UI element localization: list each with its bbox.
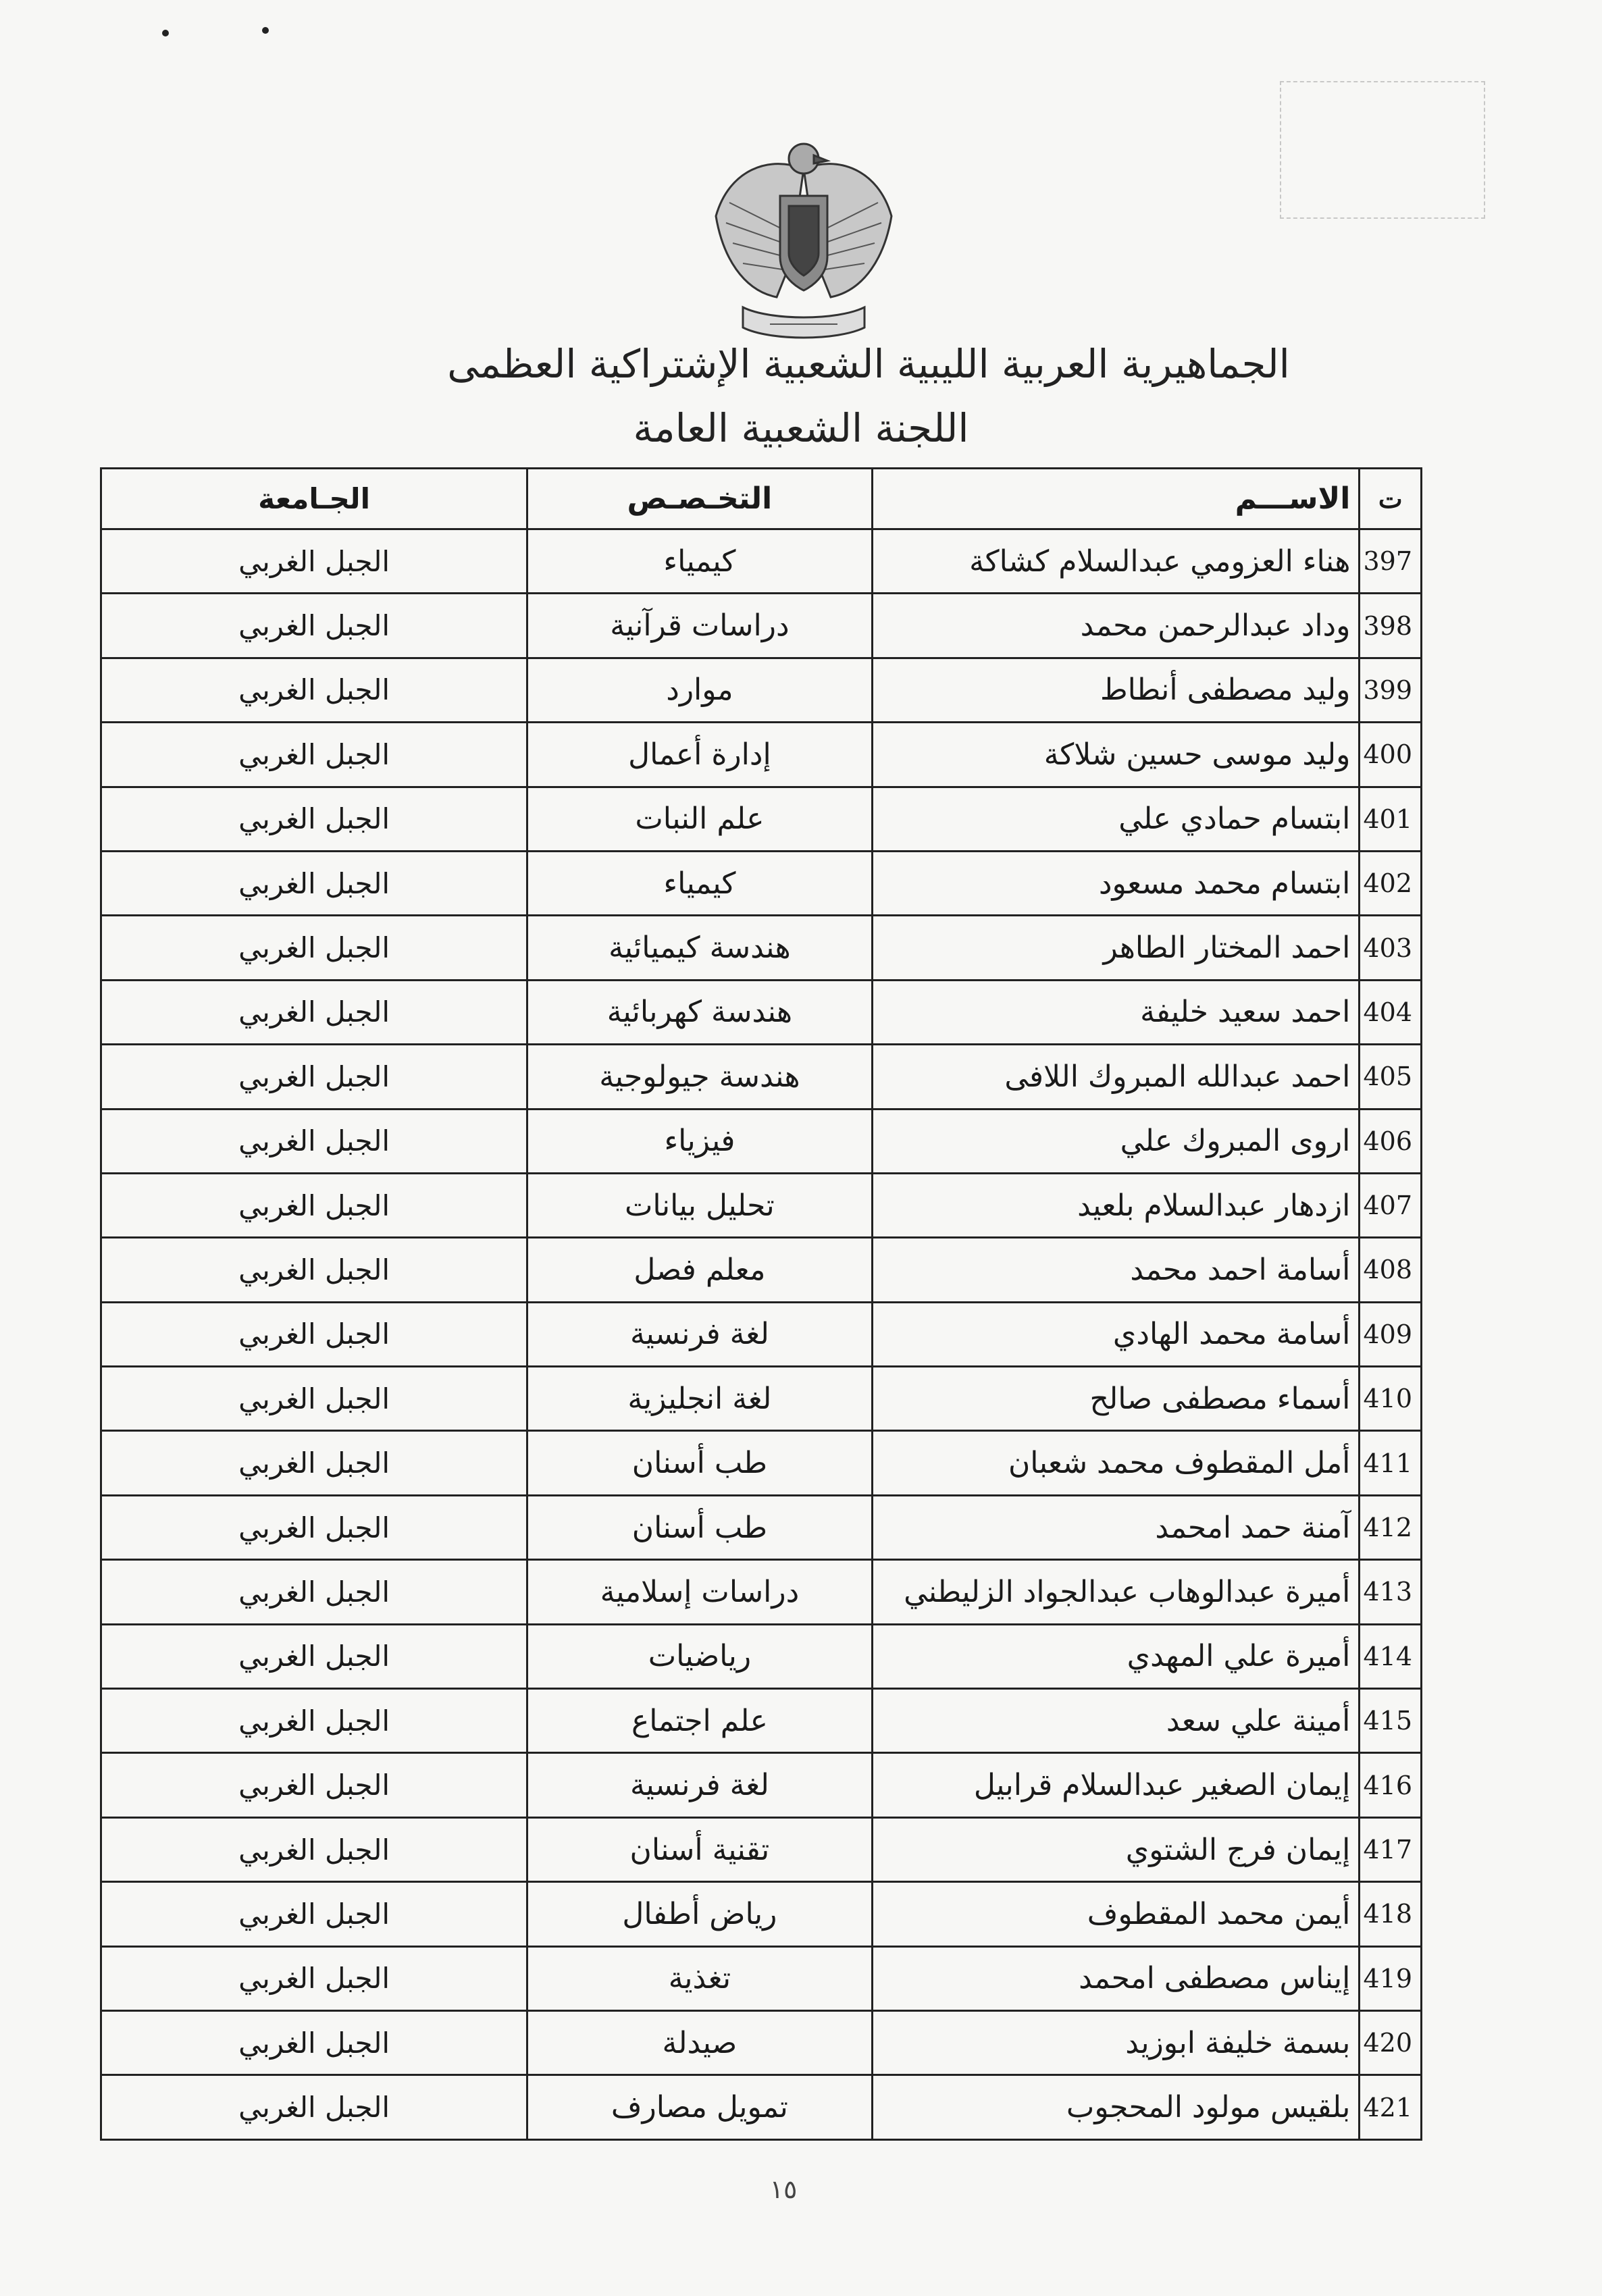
- row-number: 416: [1360, 1753, 1422, 1817]
- column-header-university: الجـامعة: [101, 469, 527, 529]
- university-cell: الجبل الغربي: [101, 1882, 527, 1946]
- university-cell: الجبل الغربي: [101, 1367, 527, 1431]
- faded-stamp: [1280, 81, 1485, 219]
- row-number: 405: [1360, 1045, 1422, 1109]
- major-cell: لغة فرنسية: [527, 1753, 872, 1817]
- university-cell: الجبل الغربي: [101, 2075, 527, 2140]
- student-name: وليد مصطفى أنطاط: [872, 658, 1360, 722]
- student-name: بلقيس مولود المحجوب: [872, 2075, 1360, 2140]
- table-row: [101, 1882, 1422, 1946]
- column-header-major: التخـصـص: [527, 469, 872, 529]
- table-row: [101, 1173, 1422, 1237]
- row-number: 413: [1360, 1560, 1422, 1624]
- table-row: [101, 916, 1422, 980]
- row-number: 421: [1360, 2075, 1422, 2140]
- major-cell: فيزياء: [527, 1109, 872, 1173]
- university-cell: الجبل الغربي: [101, 1109, 527, 1173]
- university-cell: الجبل الغربي: [101, 980, 527, 1044]
- university-cell: الجبل الغربي: [101, 1946, 527, 2010]
- university-cell: الجبل الغربي: [101, 1689, 527, 1753]
- university-cell: الجبل الغربي: [101, 1495, 527, 1559]
- table-row: [101, 1431, 1422, 1495]
- major-cell: موارد: [527, 658, 872, 722]
- row-number: 397: [1360, 529, 1422, 594]
- major-cell: علم النبات: [527, 787, 872, 851]
- major-cell: كيمياء: [527, 851, 872, 915]
- column-header-name: الاســـم: [872, 469, 1360, 529]
- student-name: احمد عبدالله المبروك اللافى: [872, 1045, 1360, 1109]
- student-name: أسامة احمد محمد: [872, 1238, 1360, 1302]
- major-cell: رياضيات: [527, 1624, 872, 1688]
- row-number: 408: [1360, 1238, 1422, 1302]
- table-row: [101, 1753, 1422, 1817]
- row-number: 414: [1360, 1624, 1422, 1688]
- major-cell: تمويل مصارف: [527, 2075, 872, 2140]
- university-cell: الجبل الغربي: [101, 1817, 527, 1881]
- major-cell: هندسة كيميائية: [527, 916, 872, 980]
- student-name: هناء العزومي عبدالسلام كشاكة: [872, 529, 1360, 594]
- table-row: [101, 1817, 1422, 1881]
- student-name: أمل المقطوف محمد شعبان: [872, 1431, 1360, 1495]
- university-cell: الجبل الغربي: [101, 1173, 527, 1237]
- table-row: [101, 529, 1422, 594]
- table-row: [101, 594, 1422, 658]
- student-name: احمد المختار الطاهر: [872, 916, 1360, 980]
- university-cell: الجبل الغربي: [101, 658, 527, 722]
- student-name: أسامة محمد الهادي: [872, 1302, 1360, 1366]
- student-name: ابتسام محمد مسعود: [872, 851, 1360, 915]
- major-cell: دراسات إسلامية: [527, 1560, 872, 1624]
- table-row: [101, 1109, 1422, 1173]
- table-row: [101, 1367, 1422, 1431]
- table-header-row: [101, 469, 1422, 529]
- row-number: 402: [1360, 851, 1422, 915]
- student-name: إيناس مصطفى امحمد: [872, 1946, 1360, 2010]
- university-cell: الجبل الغربي: [101, 1302, 527, 1366]
- row-number: 418: [1360, 1882, 1422, 1946]
- university-cell: الجبل الغربي: [101, 916, 527, 980]
- table-row: [101, 1624, 1422, 1688]
- table-row: [101, 1946, 1422, 2010]
- major-cell: لغة فرنسية: [527, 1302, 872, 1366]
- major-cell: هندسة كهربائية: [527, 980, 872, 1044]
- major-cell: تقنية أسنان: [527, 1817, 872, 1881]
- student-name: إيمان فرج الشتوي: [872, 1817, 1360, 1881]
- student-name: اروى المبروك علي: [872, 1109, 1360, 1173]
- table-row: [101, 851, 1422, 915]
- student-name: بسمة خليفة ابوزيد: [872, 2010, 1360, 2075]
- major-cell: معلم فصل: [527, 1238, 872, 1302]
- row-number: 399: [1360, 658, 1422, 722]
- row-number: 398: [1360, 594, 1422, 658]
- table-row: [101, 723, 1422, 787]
- table-row: [101, 2010, 1422, 2075]
- page-number: ١٥: [769, 2174, 798, 2204]
- major-cell: كيمياء: [527, 529, 872, 594]
- scan-speck: [162, 30, 169, 36]
- major-cell: طب أسنان: [527, 1495, 872, 1559]
- column-header-number: ت: [1360, 469, 1422, 529]
- table-row: [101, 1495, 1422, 1559]
- row-number: 411: [1360, 1431, 1422, 1495]
- country-heading: الجماهيرية العربية الليبية الشعبية الإشتراكية العظمى: [447, 341, 1290, 387]
- major-cell: رياض أطفال: [527, 1882, 872, 1946]
- university-cell: الجبل الغربي: [101, 1045, 527, 1109]
- row-number: 404: [1360, 980, 1422, 1044]
- row-number: 415: [1360, 1689, 1422, 1753]
- table-row: [101, 1689, 1422, 1753]
- student-name: أميرة علي المهدي: [872, 1624, 1360, 1688]
- major-cell: علم اجتماع: [527, 1689, 872, 1753]
- committee-heading: اللجنة الشعبية العامة: [633, 405, 969, 451]
- scholarship-table: [100, 467, 1422, 2141]
- major-cell: صيدلة: [527, 2010, 872, 2075]
- table-row: [101, 1560, 1422, 1624]
- university-cell: الجبل الغربي: [101, 1753, 527, 1817]
- table-row: [101, 1302, 1422, 1366]
- row-number: 412: [1360, 1495, 1422, 1559]
- table-row: [101, 1238, 1422, 1302]
- university-cell: الجبل الغربي: [101, 1238, 527, 1302]
- student-name: وداد عبدالرحمن محمد: [872, 594, 1360, 658]
- major-cell: تغذية: [527, 1946, 872, 2010]
- university-cell: الجبل الغربي: [101, 1560, 527, 1624]
- university-cell: الجبل الغربي: [101, 1624, 527, 1688]
- university-cell: الجبل الغربي: [101, 787, 527, 851]
- table-row: [101, 658, 1422, 722]
- student-name: وليد موسى حسين شلاكة: [872, 723, 1360, 787]
- student-name: آمنة حمد امحمد: [872, 1495, 1360, 1559]
- student-name: ازدهار عبدالسلام بلعيد: [872, 1173, 1360, 1237]
- student-name: احمد سعيد خليفة: [872, 980, 1360, 1044]
- row-number: 407: [1360, 1173, 1422, 1237]
- student-name: أميرة عبدالوهاب عبدالجواد الزليطني: [872, 1560, 1360, 1624]
- row-number: 403: [1360, 916, 1422, 980]
- student-name: أيمن محمد المقطوف: [872, 1882, 1360, 1946]
- major-cell: لغة انجليزية: [527, 1367, 872, 1431]
- eagle-emblem-icon: [709, 128, 898, 344]
- major-cell: تحليل بيانات: [527, 1173, 872, 1237]
- major-cell: دراسات قرآنية: [527, 594, 872, 658]
- row-number: 409: [1360, 1302, 1422, 1366]
- university-cell: الجبل الغربي: [101, 723, 527, 787]
- row-number: 410: [1360, 1367, 1422, 1431]
- row-number: 406: [1360, 1109, 1422, 1173]
- student-name: ابتسام حمادي علي: [872, 787, 1360, 851]
- row-number: 400: [1360, 723, 1422, 787]
- student-name: أمينة علي سعد: [872, 1689, 1360, 1753]
- row-number: 401: [1360, 787, 1422, 851]
- major-cell: إدارة أعمال: [527, 723, 872, 787]
- table-row: [101, 787, 1422, 851]
- university-cell: الجبل الغربي: [101, 1431, 527, 1495]
- table-row: [101, 980, 1422, 1044]
- university-cell: الجبل الغربي: [101, 2010, 527, 2075]
- major-cell: هندسة جيولوجية: [527, 1045, 872, 1109]
- university-cell: الجبل الغربي: [101, 594, 527, 658]
- major-cell: طب أسنان: [527, 1431, 872, 1495]
- row-number: 420: [1360, 2010, 1422, 2075]
- university-cell: الجبل الغربي: [101, 851, 527, 915]
- row-number: 419: [1360, 1946, 1422, 2010]
- student-name: أسماء مصطفى صالح: [872, 1367, 1360, 1431]
- scan-speck: [262, 27, 269, 34]
- university-cell: الجبل الغربي: [101, 529, 527, 594]
- student-name: إيمان الصغير عبدالسلام قرابيل: [872, 1753, 1360, 1817]
- table-row: [101, 2075, 1422, 2140]
- row-number: 417: [1360, 1817, 1422, 1881]
- table-row: [101, 1045, 1422, 1109]
